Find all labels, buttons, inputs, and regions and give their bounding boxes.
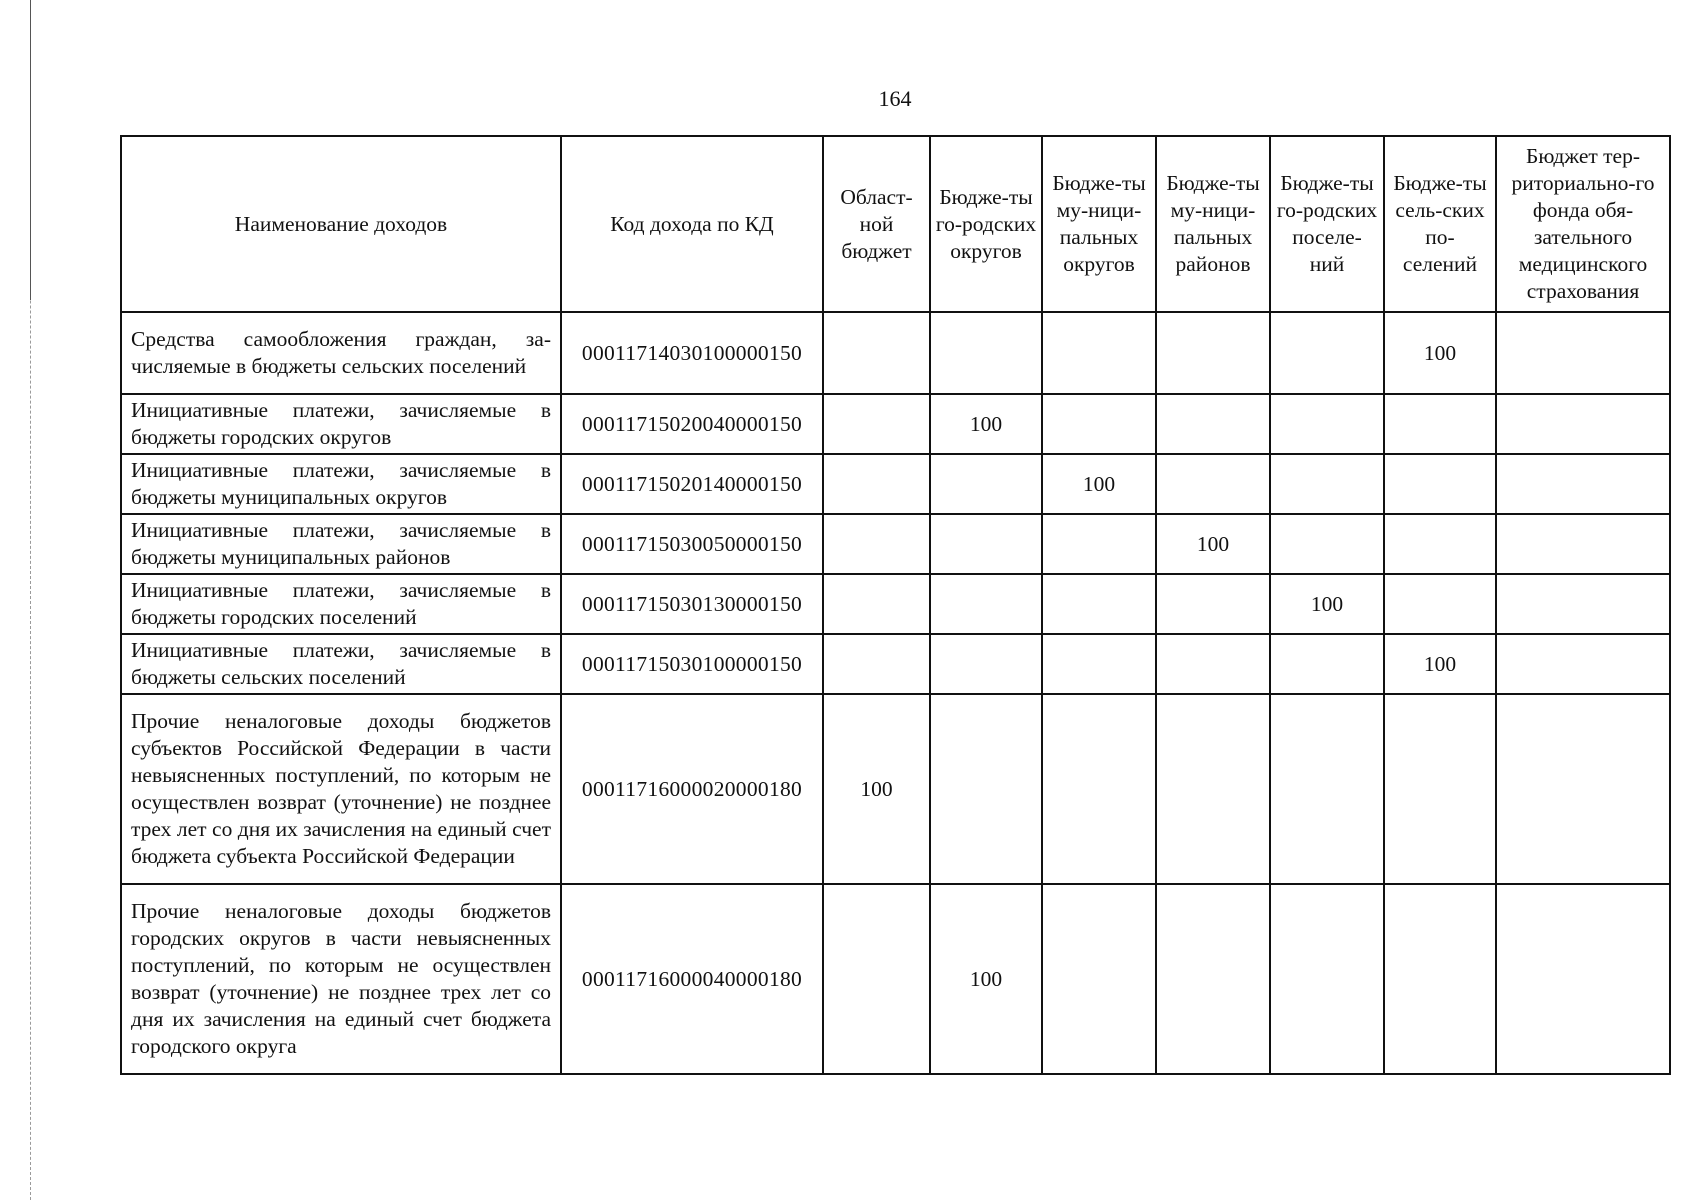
table-row [121,454,1670,514]
value-cell [1270,634,1384,694]
income-name-cell: Инициативные платежи, зачисляемые в бюджеты городских поселений [121,574,561,634]
value-cell [1042,694,1156,884]
page-number: 164 [878,86,912,111]
header-income-code: Код дохода по КД [561,136,823,312]
income-code-cell: 00011714030100000150 [561,312,823,394]
header-regional-budget: Област-ной бюджет [823,136,930,312]
value-cell [1270,454,1384,514]
value-cell [1042,634,1156,694]
value-cell [1496,884,1670,1074]
value-cell [1270,514,1384,574]
value-cell: 100 [823,694,930,884]
value-cell: 100 [1042,454,1156,514]
value-cell [930,694,1042,884]
value-cell [823,884,930,1074]
income-code-cell: 00011716000040000180 [561,884,823,1074]
binding-margin-line-solid [30,0,31,300]
value-cell [1270,694,1384,884]
income-name-cell: Прочие неналоговые доходы бюджетов городских округов в части невыясненных поступлений, по которым не осуществлен возврат (уточнение) не позднее трех лет со дня их зачисления на единый счет бюджета городского округа [121,884,561,1074]
value-cell: 100 [1270,574,1384,634]
value-cell [1042,312,1156,394]
value-cell [930,634,1042,694]
income-code-cell: 00011715020040000150 [561,394,823,454]
value-cell [1156,694,1270,884]
value-cell [1156,634,1270,694]
header-municipal-districts: Бюдже-ты му-ници-пальных районов [1156,136,1270,312]
value-cell [1156,454,1270,514]
value-cell [1496,634,1670,694]
value-cell [823,394,930,454]
value-cell [1042,574,1156,634]
value-cell [1270,884,1384,1074]
table-row [121,514,1670,574]
value-cell [1496,514,1670,574]
income-code-cell: 00011715030100000150 [561,634,823,694]
value-cell: 100 [1384,634,1496,694]
value-cell [1384,394,1496,454]
value-cell [1042,884,1156,1074]
value-cell [1270,312,1384,394]
value-cell [1496,312,1670,394]
table-row [121,394,1670,454]
value-cell [1156,312,1270,394]
value-cell [1496,574,1670,634]
value-cell: 100 [930,884,1042,1074]
income-code-cell: 00011716000020000180 [561,694,823,884]
header-urban-settlements: Бюдже-ты го-родских поселе-ний [1270,136,1384,312]
value-cell [930,514,1042,574]
value-cell [1042,514,1156,574]
income-name-cell: Инициативные платежи, зачисляемые в бюджеты муниципальных районов [121,514,561,574]
header-income-name: Наименование доходов [121,136,561,312]
table-row [121,634,1670,694]
value-cell [823,634,930,694]
header-city-districts: Бюдже-ты го-родских округов [930,136,1042,312]
income-code-cell: 00011715030130000150 [561,574,823,634]
value-cell: 100 [1156,514,1270,574]
income-name-cell: Инициативные платежи, зачисляемые в бюджеты городских округов [121,394,561,454]
table-row [121,884,1670,1074]
value-cell [930,312,1042,394]
value-cell [1496,694,1670,884]
value-cell [1156,884,1270,1074]
income-code-cell: 00011715020140000150 [561,454,823,514]
value-cell [930,574,1042,634]
header-rural-settlements: Бюдже-ты сель-ских по-селений [1384,136,1496,312]
value-cell [1042,394,1156,454]
value-cell [1496,454,1670,514]
value-cell [1496,394,1670,454]
value-cell [1156,574,1270,634]
income-name-cell: Средства самообложения граждан, зачисляемые в бюджеты сельских поселений [121,312,561,394]
value-cell [823,312,930,394]
income-name-cell: Прочие неналоговые доходы бюджетов субъектов Российской Федерации в части невыясненных поступлений, по которым не осуществлен возврат (уточнение) не позднее трех лет со дня их зачисления на единый счет бюджета субъекта Российской Федерации [121,694,561,884]
income-name-cell: Инициативные платежи, зачисляемые в бюджеты сельских поселений [121,634,561,694]
value-cell [1384,884,1496,1074]
value-cell [1384,454,1496,514]
value-cell [1384,574,1496,634]
value-cell [823,574,930,634]
table-row [121,312,1670,394]
table-row [121,694,1670,884]
value-cell [1270,394,1384,454]
table-header-row [121,136,1670,312]
value-cell [930,454,1042,514]
income-name-cell: Инициативные платежи, зачисляемые в бюджеты муниципальных округов [121,454,561,514]
income-distribution-table [120,135,1671,1075]
header-municipal-okrugs: Бюдже-ты му-ници-пальных округов [1042,136,1156,312]
header-medical-insurance-fund: Бюджет тер-риториально-го фонда обя-зательного медицинского страхования [1496,136,1670,312]
value-cell: 100 [1384,312,1496,394]
income-code-cell: 00011715030050000150 [561,514,823,574]
value-cell [1384,694,1496,884]
value-cell [823,454,930,514]
value-cell [823,514,930,574]
value-cell [1156,394,1270,454]
table-row [121,574,1670,634]
value-cell [1384,514,1496,574]
value-cell: 100 [930,394,1042,454]
